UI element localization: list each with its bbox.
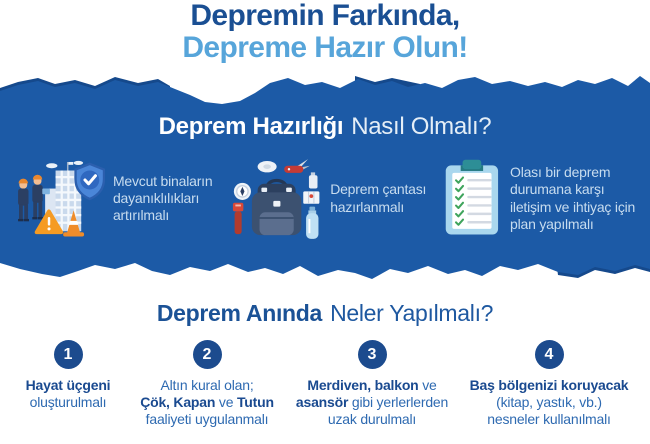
title-line-2: Depreme Hazır Olun!	[182, 30, 468, 64]
step-text-segment: Çök, Kapan	[140, 393, 216, 410]
workers-building-shield-icon	[10, 154, 105, 244]
step-text-segment: Hayat üçgeni	[25, 376, 111, 393]
preparedness-items-row	[0, 141, 650, 253]
step-text-segment: nesneler kullanılmalı	[487, 411, 611, 428]
step-text-segment: gibi yerlerlerden	[348, 393, 449, 410]
during-quake-heading	[0, 300, 650, 327]
step-item	[458, 340, 640, 429]
step-item	[3, 340, 133, 412]
during-quake-heading-light: Neler Yapılmalı?	[330, 299, 494, 326]
title-line-1: Depremin Farkında,	[190, 0, 460, 32]
torn-paper-banner	[0, 71, 650, 283]
step-text-segment: ve	[215, 393, 237, 410]
step-text-segment: oluşturulmalı	[29, 393, 107, 410]
prep-item-earthquake-bag	[231, 154, 442, 244]
step-text-segment: uzak durulmalı	[327, 411, 417, 428]
step-text-segment: Tutun	[236, 393, 274, 410]
preparedness-heading	[0, 107, 650, 141]
step-text-segment: ve	[418, 376, 437, 393]
emergency-backpack-icon	[231, 154, 322, 244]
step-text	[3, 377, 133, 412]
step-text	[122, 377, 292, 429]
preparedness-heading-light: Nasıl Olmalı?	[351, 112, 492, 140]
step-number-badge: 1	[54, 340, 83, 369]
preparedness-heading-bold: Deprem Hazırlığı	[158, 112, 344, 140]
step-text	[458, 377, 640, 429]
step-number-badge: 3	[358, 340, 387, 369]
step-text-segment: Merdiven, balkon	[307, 376, 419, 393]
prep-item-building-reinforcement	[10, 154, 231, 244]
during-quake-heading-bold: Deprem Anında	[156, 299, 323, 326]
step-text-segment: Altın kural olan;	[160, 376, 254, 393]
step-text-segment: asansör	[295, 393, 349, 410]
main-title	[0, 0, 650, 64]
checklist-clipboard-icon	[442, 156, 502, 242]
step-number-badge: 2	[193, 340, 222, 369]
worker-figure	[18, 178, 29, 221]
prep-item-plan-checklist	[442, 156, 636, 242]
banner-body	[0, 105, 650, 253]
torn-edge-bottom	[0, 253, 650, 283]
torn-edge-top	[0, 71, 650, 105]
prep-item-text: Mevcut binaların dayanıklılıkları artırılmalı	[112, 172, 213, 224]
step-text-segment: faaliyeti uygulanmalı	[145, 411, 269, 428]
step-text	[287, 377, 457, 429]
prep-item-text: Deprem çantası hazırlanmalı	[330, 181, 427, 215]
step-number-badge: 4	[535, 340, 564, 369]
prep-item-text: Olası bir deprem durumana karşı iletişim ve ihtiyaç için plan yapılmalı	[510, 163, 636, 232]
step-text-segment: Baş bölgenizi koruyacak	[469, 376, 629, 393]
step-item	[122, 340, 292, 429]
step-item	[287, 340, 457, 429]
steps-row	[0, 340, 650, 444]
step-text-segment: (kitap, yastık, vb.)	[496, 393, 602, 410]
